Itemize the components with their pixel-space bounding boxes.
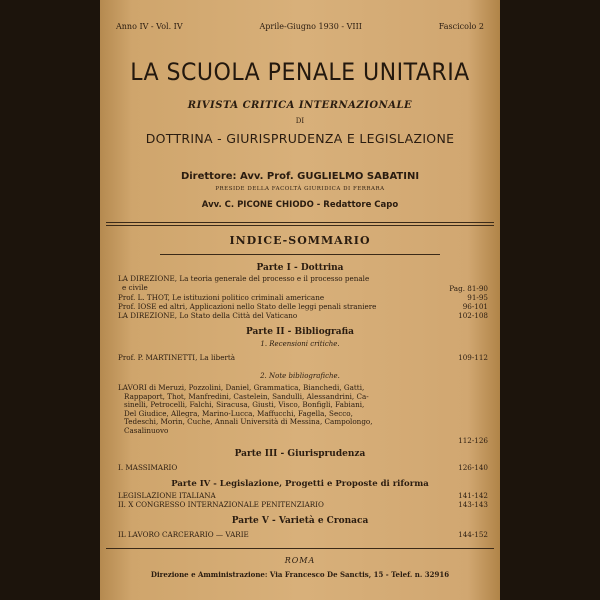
toc-entry-page: 144-152 <box>458 530 488 539</box>
lavori-line: LAVORI di Meruzi, Pozzolini, Daniel, Grammatica, Bianchedi, Gatti, <box>118 383 365 392</box>
toc-entry-lavori <box>118 384 488 436</box>
toc-entry-page: 102-108 <box>458 311 488 320</box>
toc-entry-text: I. MASSIMARIO <box>118 463 178 472</box>
redattore-line: Avv. C. PICONE CHIODO - Redattore Capo <box>201 200 399 210</box>
publisher-address: Direzione e Amministrazione: Via Francesco De Sanctis, 15 - Telef. n. 32916 <box>150 570 450 579</box>
lavori-line: Tedeschi, Morin, Cuche, Annali Università di Messina, Campolongo, <box>124 417 373 427</box>
toc-entry <box>118 501 488 510</box>
toc-entry-text: e civile <box>122 282 148 292</box>
part-5-title: Parte V - Varietà e Cronaca <box>231 516 369 526</box>
divider <box>106 222 494 223</box>
lavori-line: Casalinuovo <box>124 425 169 435</box>
part-1-title: Parte I - Dottrina <box>256 263 344 273</box>
part-3-title: Parte III - Giurisprudenza <box>234 449 366 459</box>
director-role: PRESIDE DELLA FACOLTÀ GIURIDICA DI FERRARA <box>215 186 385 192</box>
toc-entry <box>118 312 488 321</box>
journal-topics: DOTTRINA - GIURISPRUDENZA E LEGISLAZIONE <box>145 131 455 146</box>
toc-entry-page: 126-140 <box>458 463 488 472</box>
publication-city: ROMA <box>284 556 316 565</box>
part-2-sub-1: 1. Recensioni critiche. <box>260 340 340 348</box>
toc-entry-text: LA DIREZIONE, La teoria generale del processo e il processo penale <box>118 274 370 283</box>
journal-title: LA SCUOLA PENALE UNITARIA <box>130 58 470 86</box>
toc-entry <box>118 275 488 293</box>
journal-subtitle: RIVISTA CRITICA INTERNAZIONALE <box>187 100 413 111</box>
toc-entry <box>118 354 488 363</box>
toc-entry-page: 141-142 <box>458 491 488 500</box>
toc-entry-page: 96-101 <box>462 302 488 311</box>
toc-entry-page: Pag. 81-90 <box>449 284 488 293</box>
journal-cover <box>100 0 500 600</box>
toc-entry-text: Prof. L. THOT, Le istituzioni politico criminali americane <box>118 293 325 302</box>
director-line: Direttore: Avv. Prof. GUGLIELMO SABATINI <box>180 171 420 182</box>
toc-entry <box>118 464 488 473</box>
toc-entry-text: LEGISLAZIONE ITALIANA <box>118 491 216 500</box>
toc-entry-page: 143-143 <box>458 500 488 509</box>
issue-date: Aprile-Giugno 1930 - VIII <box>259 22 362 31</box>
fascicolo-label: Fascicolo 2 <box>438 22 484 31</box>
issue-info-line <box>116 22 484 31</box>
subtitle-di: DI <box>295 117 305 125</box>
part-2-title: Parte II - Bibliografia <box>246 327 354 337</box>
lavori-line: Rappaport, Thot, Manfredini, Castelein, Sandulli, Alessandrini, Ca- <box>124 391 369 401</box>
part-2-sub-2: 2. Note bibliografiche. <box>260 372 340 380</box>
toc-entry-page: 112-126 <box>458 436 488 445</box>
divider <box>106 548 494 549</box>
index-heading: INDICE-SOMMARIO <box>229 234 371 247</box>
lavori-line: sinelli, Petrocelli, Falchi, Siracusa, Giusti, Visco, Bonfigli, Fabiani, <box>124 400 365 410</box>
toc-entry-page: 109-112 <box>458 353 488 362</box>
toc-entry-text: IL LAVORO CARCERARIO — VARIE <box>118 530 249 539</box>
toc-entry-page: 91-95 <box>467 293 488 302</box>
divider <box>106 225 494 226</box>
toc-entry <box>118 531 488 540</box>
toc-entry-text: Prof. P. MARTINETTI, La libertà <box>118 353 236 362</box>
toc-entry-text: Prof. IOSE ed altri, Applicazioni nello Stato delle leggi penali straniere <box>118 302 377 311</box>
divider <box>160 254 440 255</box>
lavori-line: Del Giudice, Allegra, Marino-Lucca, Maffucchi, Fagella, Secco, <box>124 408 353 418</box>
volume-label: Anno IV - Vol. IV <box>116 22 183 31</box>
toc-entry-text: II. X CONGRESSO INTERNAZIONALE PENITENZIARIO <box>118 500 324 509</box>
part-4-title: Parte IV - Legislazione, Progetti e Proposte di riforma <box>171 479 429 489</box>
toc-entry-text: LA DIREZIONE, Lo Stato della Città del Vaticano <box>118 311 298 320</box>
